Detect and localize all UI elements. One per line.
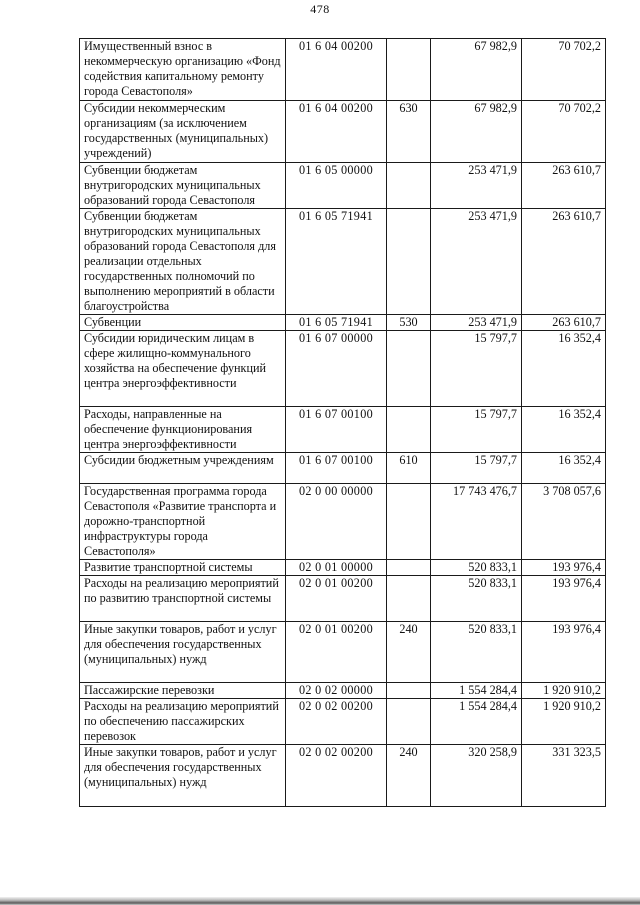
row-name: Расходы, направленные на обеспечение функционирования центра энергоэффективности [80,407,286,453]
table-row [80,209,606,315]
row-code: 02 0 00 00000 [286,484,387,560]
row-code: 02 0 02 00000 [286,683,387,699]
row-value-1: 1 554 284,4 [431,699,522,745]
row-type [387,699,431,745]
row-value-2: 16 352,4 [522,407,606,453]
row-code: 02 0 02 00200 [286,699,387,745]
row-code: 01 6 05 71941 [286,315,387,331]
row-value-1: 67 982,9 [431,39,522,101]
row-value-2: 193 976,4 [522,576,606,622]
row-value-2: 263 610,7 [522,209,606,315]
row-value-2: 16 352,4 [522,453,606,484]
row-value-2: 331 323,5 [522,745,606,807]
row-name: Субвенции бюджетам внутригородских муниципальных образований города Севастополя для реализации отдельных государственных полномочий по выполнению мероприятий в области благоустройства [80,209,286,315]
row-value-1: 15 797,7 [431,331,522,407]
row-name: Пассажирские перевозки [80,683,286,699]
row-code: 01 6 04 00200 [286,101,387,163]
row-name: Иные закупки товаров, работ и услуг для обеспечения государственных (муниципальных) нужд [80,745,286,807]
row-code: 02 0 01 00200 [286,622,387,683]
budget-table [79,38,606,807]
row-type: 240 [387,622,431,683]
table-row [80,683,606,699]
row-value-2: 263 610,7 [522,163,606,209]
row-type: 530 [387,315,431,331]
scan-bottom-edge [0,897,640,905]
row-name: Субсидии юридическим лицам в сфере жилищно-коммунального хозяйства на обеспечение функций центра энергоэффективности [80,331,286,407]
row-type [387,407,431,453]
row-value-1: 15 797,7 [431,407,522,453]
row-value-2: 70 702,2 [522,101,606,163]
row-code: 01 6 05 71941 [286,209,387,315]
row-name: Расходы на реализацию мероприятий по развитию транспортной системы [80,576,286,622]
row-name: Имущественный взнос в некоммерческую организацию «Фонд содействия капитальному ремонту города Севастополя» [80,39,286,101]
row-name: Иные закупки товаров, работ и услуг для обеспечения государственных (муниципальных) нужд [80,622,286,683]
page-number: 478 [310,2,330,16]
row-type: 630 [387,101,431,163]
row-type [387,484,431,560]
row-type [387,331,431,407]
row-value-1: 15 797,7 [431,453,522,484]
row-value-1: 17 743 476,7 [431,484,522,560]
row-value-2: 70 702,2 [522,39,606,101]
row-value-2: 193 976,4 [522,560,606,576]
row-name: Субсидии бюджетным учреждениям [80,453,286,484]
row-value-1: 320 258,9 [431,745,522,807]
row-value-2: 3 708 057,6 [522,484,606,560]
row-code: 01 6 07 00100 [286,453,387,484]
table-row [80,331,606,407]
row-type [387,163,431,209]
row-value-1: 253 471,9 [431,315,522,331]
row-name: Субвенции бюджетам внутригородских муниципальных образований города Севастополя [80,163,286,209]
row-value-2: 193 976,4 [522,622,606,683]
row-value-1: 520 833,1 [431,560,522,576]
table-row [80,39,606,101]
row-type [387,683,431,699]
table-row [80,407,606,453]
row-value-2: 1 920 910,2 [522,699,606,745]
row-type [387,576,431,622]
row-value-1: 520 833,1 [431,576,522,622]
table-row [80,576,606,622]
table-row [80,560,606,576]
row-name: Развитие транспортной системы [80,560,286,576]
row-value-1: 1 554 284,4 [431,683,522,699]
row-value-2: 1 920 910,2 [522,683,606,699]
row-code: 01 6 07 00000 [286,331,387,407]
table-row [80,101,606,163]
table-row [80,453,606,484]
table-row [80,315,606,331]
row-name: Субсидии некоммерческим организациям (за исключением государственных (муниципальных) учреждений) [80,101,286,163]
row-type [387,560,431,576]
row-value-1: 253 471,9 [431,209,522,315]
row-value-1: 520 833,1 [431,622,522,683]
row-value-2: 263 610,7 [522,315,606,331]
table-row [80,484,606,560]
row-code: 02 0 01 00000 [286,560,387,576]
row-type [387,39,431,101]
row-value-1: 67 982,9 [431,101,522,163]
table-row [80,163,606,209]
row-value-1: 253 471,9 [431,163,522,209]
row-code: 02 0 02 00200 [286,745,387,807]
table-row [80,745,606,807]
row-name: Расходы на реализацию мероприятий по обеспечению пассажирских перевозок [80,699,286,745]
row-value-2: 16 352,4 [522,331,606,407]
row-type: 240 [387,745,431,807]
row-code: 01 6 05 00000 [286,163,387,209]
row-code: 01 6 07 00100 [286,407,387,453]
row-type [387,209,431,315]
row-type: 610 [387,453,431,484]
row-code: 01 6 04 00200 [286,39,387,101]
row-name: Государственная программа города Севастополя «Развитие транспорта и дорожно-транспортной инфраструктуры города Севастополя» [80,484,286,560]
row-code: 02 0 01 00200 [286,576,387,622]
table-row [80,622,606,683]
table-row [80,699,606,745]
row-name: Субвенции [80,315,286,331]
